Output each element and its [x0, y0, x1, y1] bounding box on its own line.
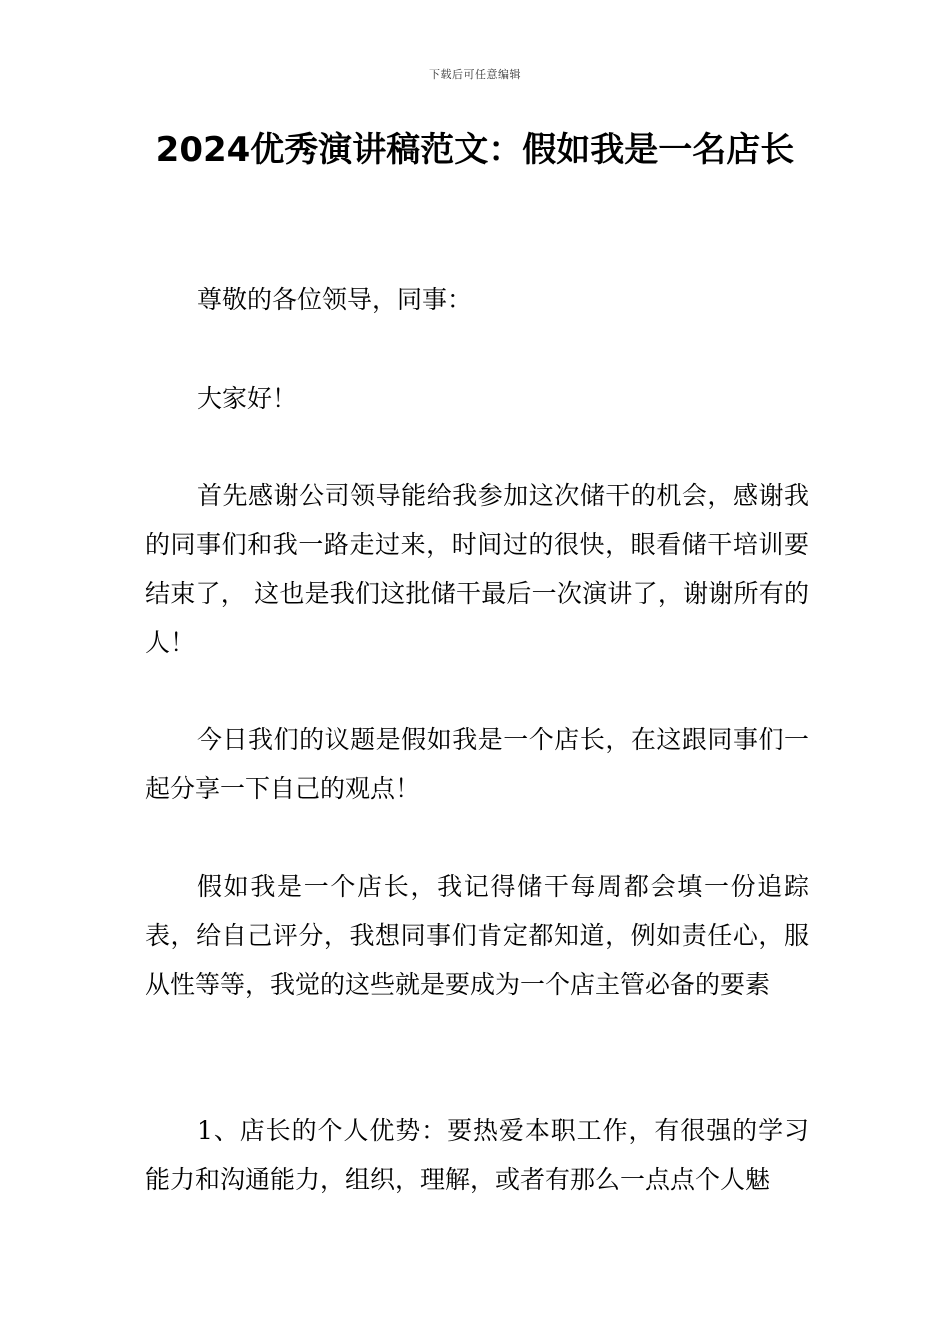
paragraph-greeting: 大家好！: [197, 384, 298, 413]
paragraph-salutation: 尊敬的各位领导，同事：: [197, 285, 473, 314]
paragraph-topic: 今日我们的议题是假如我是一个店长，在这跟同事们一起分享一下自己的观点！: [145, 725, 809, 803]
paragraph-tracking: 假如我是一个店长，我记得储干每周都会填一份追踪表，给自己评分，我想同事们肯定都知道，例如责任心，服从性等等，我觉的这些就是要成为一个店主管必备的要素: [145, 872, 809, 999]
paragraph-thanks: 首先感谢公司领导能给我参加这次储干的机会，感谢我的同事们和我一路走过来，时间过的很快，眼看储干培训要结束了， 这也是我们这批储干最后一次演讲了，谢谢所有的人！: [145, 481, 809, 657]
header-note: 下载后可任意编辑: [429, 68, 521, 81]
paragraph-point-1: 1、店长的个人优势：要热爱本职工作，有很强的学习能力和沟通能力，组织，理解，或者有那么一点点个人魅: [145, 1116, 809, 1194]
document-title: 2024优秀演讲稿范文：假如我是一名店长: [155, 130, 795, 170]
